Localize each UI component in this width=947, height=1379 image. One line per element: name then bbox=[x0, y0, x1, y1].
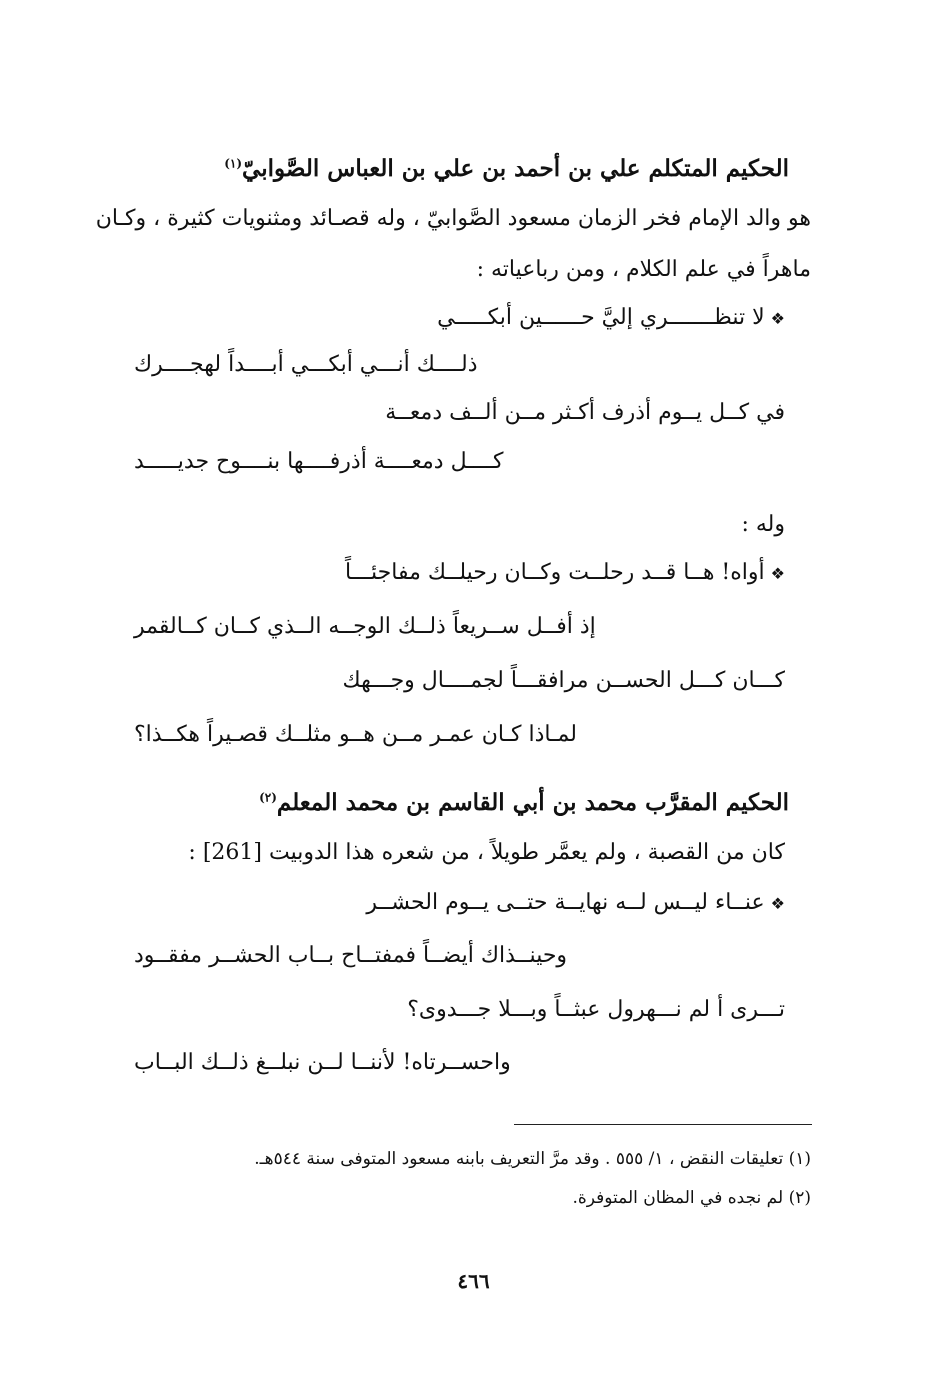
intro-line: ماهراً في علم الكلام ، ومن رباعياته : bbox=[476, 257, 811, 282]
bullet-icon: ❖ bbox=[770, 894, 785, 913]
bullet-icon: ❖ bbox=[770, 564, 785, 583]
section-heading bbox=[224, 154, 789, 184]
heading-text: الحكيم المقرَّب محمد بن أبي القاسم بن محمد المعلم bbox=[276, 789, 789, 816]
footnote-ref: (٢) bbox=[259, 790, 277, 805]
verse-line bbox=[285, 888, 785, 919]
verse-line bbox=[285, 558, 785, 589]
footnote-separator bbox=[514, 1124, 812, 1125]
verse-line: في كــل يــوم أذرف أكـثر مــن ألــف دمعــة bbox=[385, 400, 785, 425]
verse-line: إذ أفــل ســريعاً ذلــك الوجــه الــذي كــان كــالقمر bbox=[134, 614, 596, 639]
verse-text: عنــاء ليــس لــه نهايــة حتــى يــوم الحشــر bbox=[366, 890, 765, 915]
bullet-icon: ❖ bbox=[770, 309, 785, 328]
intro-line: هو والد الإمام فخر الزمان مسعود الصَّوابيّ ، وله قصـائد ومثنويات كثيرة ، وكـان bbox=[95, 206, 811, 231]
page-number: ٤٦٦ bbox=[457, 1269, 490, 1293]
verse-line: تـــرى أ لم نـــهرول عبثــاً وبـــلا جـــدوى؟ bbox=[407, 997, 785, 1022]
verse-line: وحينــذاك أيضــاً فمفتــاح بــاب الحشــر مفقــود bbox=[134, 943, 568, 968]
section-heading bbox=[259, 788, 789, 818]
verse-line: واحســرتاه! لأننــا لــن نبلــغ ذلــك البــاب bbox=[134, 1050, 511, 1075]
verse-line: كـــان كـــل الحســن مرافقـــاً لجمــــال وجـــهك bbox=[342, 668, 785, 693]
verse-text: لا تنظـــــــري إليَّ حــــــين أبكـــــي bbox=[437, 305, 765, 330]
also-label: وله : bbox=[741, 512, 785, 537]
verse-line: لمـاذا كـان عمـر مــن هــو مثلــك قصـيراً هكــذا؟ bbox=[134, 722, 577, 747]
footnote: (١) تعليقات النقض ، ١/ ٥٥٥ . وقد مرَّ التعريف بابنه مسعود المتوفى سنة ٥٤٤هـ. bbox=[254, 1149, 811, 1169]
footnote-ref: (١) bbox=[224, 156, 243, 171]
footnote: (٢) لم نجده في المظان المتوفرة. bbox=[572, 1188, 811, 1208]
heading-text: الحكيم المتكلم علي بن أحمد بن علي بن العباس الصَّوابيّ bbox=[242, 155, 789, 182]
verse-line bbox=[285, 303, 785, 334]
verse-line: ذلــــك أنـــي أبكـــي أبــــداً لهجــــرك bbox=[134, 352, 478, 377]
intro-line: كان من القصبة ، ولم يعمَّر طويلاً ، من شعره هذا الدوبيت [261] : bbox=[188, 840, 785, 865]
verse-text: أواه! هــا قــد رحلــت وكــان رحيلــك مفاجئـــاً bbox=[345, 560, 765, 585]
verse-line: كــــل دمعــــة أذرفــــها بنــــوح جديـــــد bbox=[134, 449, 504, 474]
